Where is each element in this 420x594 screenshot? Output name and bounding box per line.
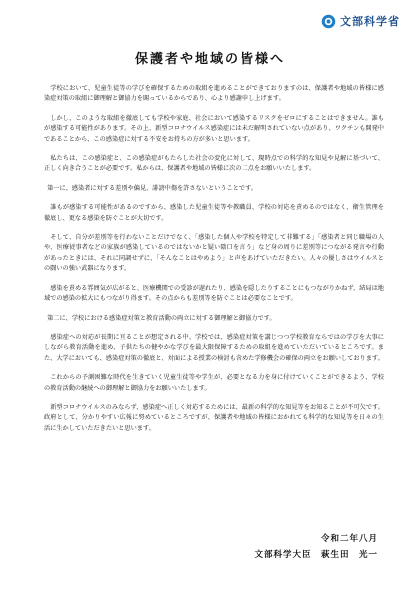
letter-body — [44, 84, 384, 443]
paragraph: 感染を責める雰囲気が広がると、医療機関での受診が遅れたり、感染を隠したりすることにもつながりかねず、結局は地域での感染の拡大にもつながり得ます。その点からも差別等を防ぐことは必要なことです。 — [44, 284, 384, 303]
letter-signature: 文部科学大臣 萩生田 光一 — [254, 550, 378, 560]
mext-logo-icon — [321, 14, 336, 29]
ministry-logo — [321, 13, 400, 29]
paragraph: 私たちは、この感染症と、この感染症がもたらした社会の変化に対して、現時点での科学的な知見や見解に基づいて、正しく向き合うことが必要です。私からは、保護者や地域の皆様に次の二点をお願いいたします。 — [44, 155, 384, 173]
paragraph: そして、自分が差別等を行わないことだけでなく、「感染した個人や学校を特定して非難する」「感染者と同じ職場の人や、医療従事者などの家族が感染しているのではないかと疑い陰口を言う」など身の周りに差別等につながる発言や行動があったときには、それに同調せずに、「そんなことはやめよう」と声をあげていただきたい。人々の優しさはウイルスとの闘いの強い武器になります。 — [44, 234, 384, 273]
logo-text: 文部科学省 — [340, 15, 400, 28]
paragraph: これからの予測困難な時代を生きていく児童生徒等や学生が、必要となる力を身に付けていくことができるよう、学校の教育活動の継続への御理解と御協力をお願いいたします。 — [44, 374, 384, 392]
paragraph: しかし、このような取組を徹底しても学校や家庭、社会において感染するリスクをゼロにすることはできません。誰もが感染する可能性があります。その上、新型コロナウイルス感染症には未だ解明されていない点があり、ワクチンも開発中であることから、この感染症に対する不安をお持ちの方が多いと思います。 — [44, 114, 384, 143]
paragraph: 新型コロナウイルスのみならず、感染症へ正しく対応するためには、最新の科学的な知見等をお知ることが不可欠です。政府として、分かりやすい広報に努めているところですが、保護者や地域の皆様におかれても科学的な知見等を日々の生活に生かしていただきたいと思います。 — [44, 403, 384, 432]
paragraph: 感染症への対応が長期に亘ることが想定される中、学校では、感染症対策を講じつつ学校教育ならではの学びを大事にしながら教育活動を進め、子供たちの健やかな学びを最大限保障するための取組を進めていただいているところです。また、大学においても、感染症対策の徹底と、対面による授業の検討も含めた学修機会の確保の両立をお願いしております。 — [44, 333, 384, 362]
paragraph: 誰もが感染する可能性があるのですから、感染した児童生徒等や教職員、学校の対応を責めるのではなく、衛生管理を徹底し、更なる感染を防ぐことが大切です。 — [44, 204, 384, 222]
paragraph: 学校において、児童生徒等の学びを確保するための取組を進めることができておりますのは、保護者や地域の皆様に感染症対策の取組に御理解と御協力を賜っているからであり、心より感謝申し上げます。 — [44, 85, 384, 103]
letter-date: 令和二年八月 — [320, 534, 378, 544]
paragraph-heading: 第二に、学校における感染症対策と教育活動の両立に対する御理解と御協力です。 — [47, 314, 276, 322]
page-title: 保護者や地域の皆様へ — [134, 52, 285, 67]
paragraph-heading: 第一に、感染者に対する差別や偏見、誹謗中傷を許さないということです。 — [47, 184, 257, 192]
